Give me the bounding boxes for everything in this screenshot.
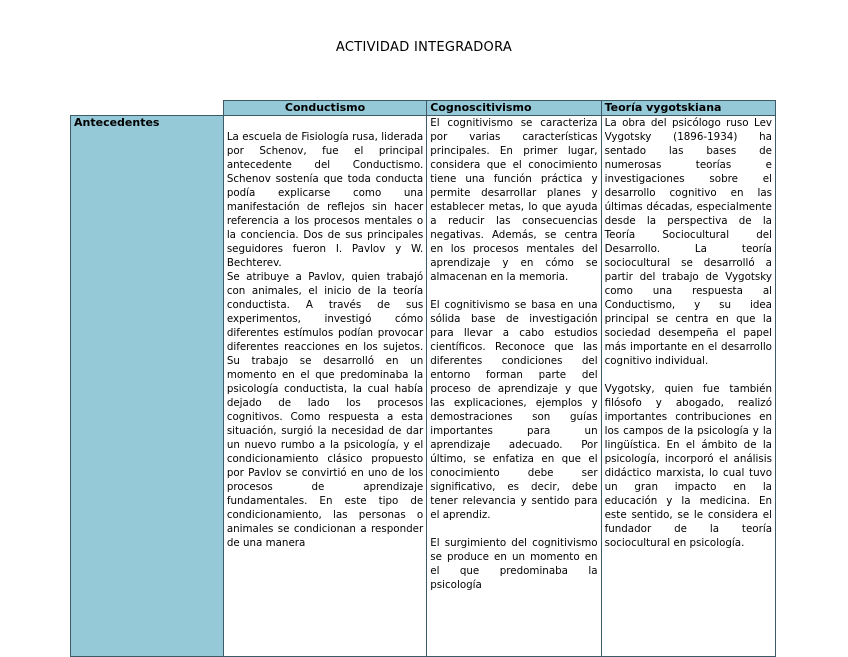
- conductismo-paragraph-2: Se atribuye a Pavlov, quien trabajó con animales, el inicio de la teoría conductista. A través de sus experimentos, investigó cómo diferentes estímulos podían provocar diferentes reacciones en los sujetos. Su trabajo se desarrolló en un momento en el que predominaba la psicología conductista, la cual había dejado de lado los procesos cognitivos. Como respuesta a esta situación, surgió la necesidad de dar un nuevo rumbo a la psicología, y el condicionamiento clásico propuesto por Pavlov se convirtió en uno de los procesos de aprendizaje fundamentales. En este tipo de condicionamiento, las personas o animales se condicionan a responder de una manera: [226, 271, 424, 549]
- header-conductismo: Conductismo: [223, 101, 426, 116]
- antecedentes-row: [71, 116, 776, 657]
- document-title: ACTIVIDAD INTEGRADORA: [335, 40, 513, 55]
- header-row: [71, 101, 776, 116]
- header-cognoscitivismo: Cognoscitivismo: [427, 101, 601, 116]
- cognoscitivismo-paragraph-2: El cognitivismo se basa en una sólida base de investigación para llevar a cabo estudios científicos. Reconoce que las diferentes condiciones del entorno forman parte del proceso de aprendizaje y que las explicaciones, ejemplos y demostraciones son guías importantes para un aprendizaje adecuado. Por último, se enfatiza en que el conocimiento debe ser significativo, es decir, debe tener relevancia y sentido para el aprendiz.: [430, 299, 598, 521]
- row-label-antecedentes: Antecedentes: [71, 116, 224, 657]
- vygotskiana-paragraph-2: Vygotsky, quien fue también filósofo y abogado, realizó importantes contribuciones en los campos de la psicología y la lingüística. En el ámbito de la psicología, incorporó el análisis didáctico marxista, lo cual tuvo un gran impacto en la educación y la medicina. En este sentido, se le considera el fundador de la teoría sociocultural en psicología.: [604, 383, 772, 549]
- vygotskiana-paragraph-1: La obra del psicólogo ruso Lev Vygotsky (1896-1934) ha sentado las bases de numerosas teorías e investigaciones sobre el desarrollo cognitivo en las últimas décadas, especialmente desde la perspectiva de la Teoría Sociocultural del Desarrollo. La teoría sociocultural se desarrolló a partir del trabajo de Vygotsky como una respuesta al Conductismo, y su idea principal se centra en que la sociedad desempeña el papel más importante en el desarrollo cognitivo individual.: [604, 117, 772, 367]
- comparison-table: [70, 100, 776, 657]
- empty-corner-cell: [71, 101, 224, 116]
- header-vygotskiana: Teoría vygotskiana: [601, 101, 775, 116]
- cognoscitivismo-paragraph-3: El surgimiento del cognitivismo se produce en un momento en el que predominaba la psicología: [430, 537, 598, 591]
- cell-conductismo: [223, 116, 426, 657]
- conductismo-paragraph-1: La escuela de Fisiología rusa, liderada por Schenov, fue el principal antecedente del Conductismo. Schenov sostenía que toda conducta podía explicarse como una manifestación de reflejos sin hacer referencia a los procesos mentales o la conciencia. Dos de sus principales seguidores fueron I. Pavlov y W. Bechterev.: [226, 131, 424, 269]
- cell-cognoscitivismo: [427, 116, 601, 657]
- cognoscitivismo-paragraph-1: El cognitivismo se caracteriza por varias características principales. En primer lugar, considera que el conocimiento tiene una función práctica y permite desarrollar planes y establecer metas, lo que ayuda a reducir las consecuencias negativas. Además, se centra en los procesos mentales del aprendizaje y en cómo se almacenan en la memoria.: [430, 117, 598, 283]
- cell-vygotskiana: [601, 116, 775, 657]
